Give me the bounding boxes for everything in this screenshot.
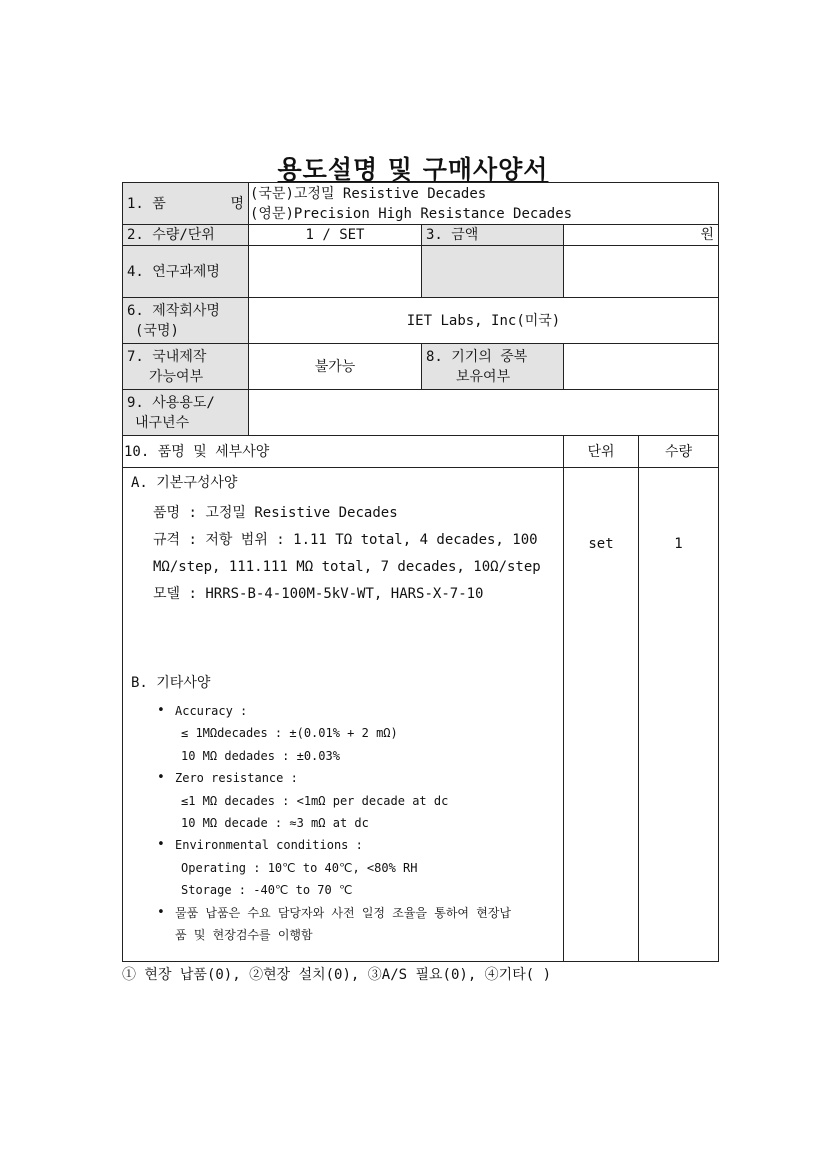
zero-resistance-line-1: ≤1 MΩ decades : <1mΩ per decade at dc [181, 793, 449, 808]
domestic-label-1: 7. 국내제작 [127, 348, 207, 365]
amount-value: 원 [564, 225, 719, 246]
zero-resistance-line-2: 10 MΩ decade : ≈3 mΩ at dc [181, 816, 369, 831]
usage-value [249, 390, 719, 436]
maker-label-2: (국명) [135, 322, 179, 339]
usage-label-2: 내구년수 [135, 414, 190, 431]
row-usage [123, 390, 719, 436]
item-name-label-cell [123, 183, 249, 225]
section-b-list [131, 700, 561, 946]
row-spec-body [123, 468, 719, 962]
row-maker [123, 298, 719, 344]
item-name-label-a: 1. 품 [127, 195, 166, 212]
accuracy-line-1: ≤ 1MΩdecades : ±(0.01% + 2 mΩ) [181, 726, 398, 741]
accuracy-item: • Accuracy : [161, 700, 561, 722]
row-domestic [123, 344, 719, 390]
document-title: 용도설명 및 구매사양서 [277, 155, 549, 184]
qty-value-cell: 1 [639, 468, 719, 962]
row-spec-header [123, 436, 719, 468]
row-project [123, 246, 719, 298]
project-extra-cell [564, 246, 719, 298]
domestic-label-cell [123, 344, 249, 390]
usage-label-cell [123, 390, 249, 436]
duplicate-label-1: 8. 기기의 중복 [426, 348, 528, 365]
maker-label-1: 6. 제작회사명 [127, 302, 220, 319]
project-label: 4. 연구과제명 [123, 246, 249, 298]
environmental-item: • Environmental conditions : [161, 834, 561, 856]
duplicate-value [564, 344, 719, 390]
spec-a-line-1: 품명 : 고정밀 Resistive Decades [153, 505, 398, 521]
purchase-spec-table [122, 182, 719, 962]
environmental-line-2: Storage : -40℃ to 70 ℃ [181, 883, 353, 898]
project-gray-cell [422, 246, 564, 298]
accuracy-line-2: 10 MΩ dedades : ±0.03% [181, 748, 340, 763]
qty-label: 2. 수량/단위 [123, 225, 249, 246]
duplicate-label-2: 보유여부 [456, 368, 511, 385]
spec-content [123, 468, 564, 962]
maker-value: IET Labs, Inc(미국) [249, 298, 719, 344]
row-item-name [123, 183, 719, 225]
amount-label: 3. 금액 [422, 225, 564, 246]
project-value [249, 246, 422, 298]
domestic-label-2: 가능여부 [149, 368, 204, 385]
row-quantity [123, 225, 719, 246]
unit-value: set [564, 468, 639, 962]
environmental-line-1: Operating : 10℃ to 40℃, <80% RH [181, 860, 418, 875]
qty-value: 1 / SET [249, 225, 422, 246]
item-name-kr: (국문)고정밀 Resistive Decades [250, 185, 487, 202]
qty-header: 수량 [639, 436, 719, 468]
footer-options: ① 현장 납품(0), ②현장 설치(0), ③A/S 필요(0), ④기타( ) [122, 967, 552, 983]
usage-label-1: 9. 사용용도/ [127, 394, 215, 411]
maker-label-cell [123, 298, 249, 344]
spec-a-line-3: MΩ/step, 111.111 MΩ total, 7 decades, 10Ω/step [153, 559, 541, 575]
zero-resistance-item: • Zero resistance : [161, 767, 561, 789]
item-name-cell [249, 183, 719, 225]
duplicate-label-cell [422, 344, 564, 390]
spec-a-line-2: 규격 : 저항 범위 : 1.11 TΩ total, 4 decades, 100 [153, 532, 538, 548]
unit-header: 단위 [564, 436, 639, 468]
delivery-line-2: 품 및 현장검수를 이행함 [175, 928, 313, 943]
spec-header: 10. 품명 및 세부사양 [123, 436, 564, 468]
domestic-value: 불가능 [249, 344, 422, 390]
spec-a-line-4: 모델 : HRRS-B-4-100M-5kV-WT, HARS-X-7-10 [153, 586, 484, 602]
delivery-item: • 물품 납품은 수요 담당자와 사전 일정 조율을 통하여 현장납 [161, 902, 561, 924]
item-name-label-b: 명 [230, 195, 244, 212]
section-a-title: A. 기본구성사양 [131, 475, 238, 491]
item-name-en: (영문)Precision High Resistance Decades [250, 205, 573, 222]
section-b-title: B. 기타사양 [131, 675, 211, 691]
